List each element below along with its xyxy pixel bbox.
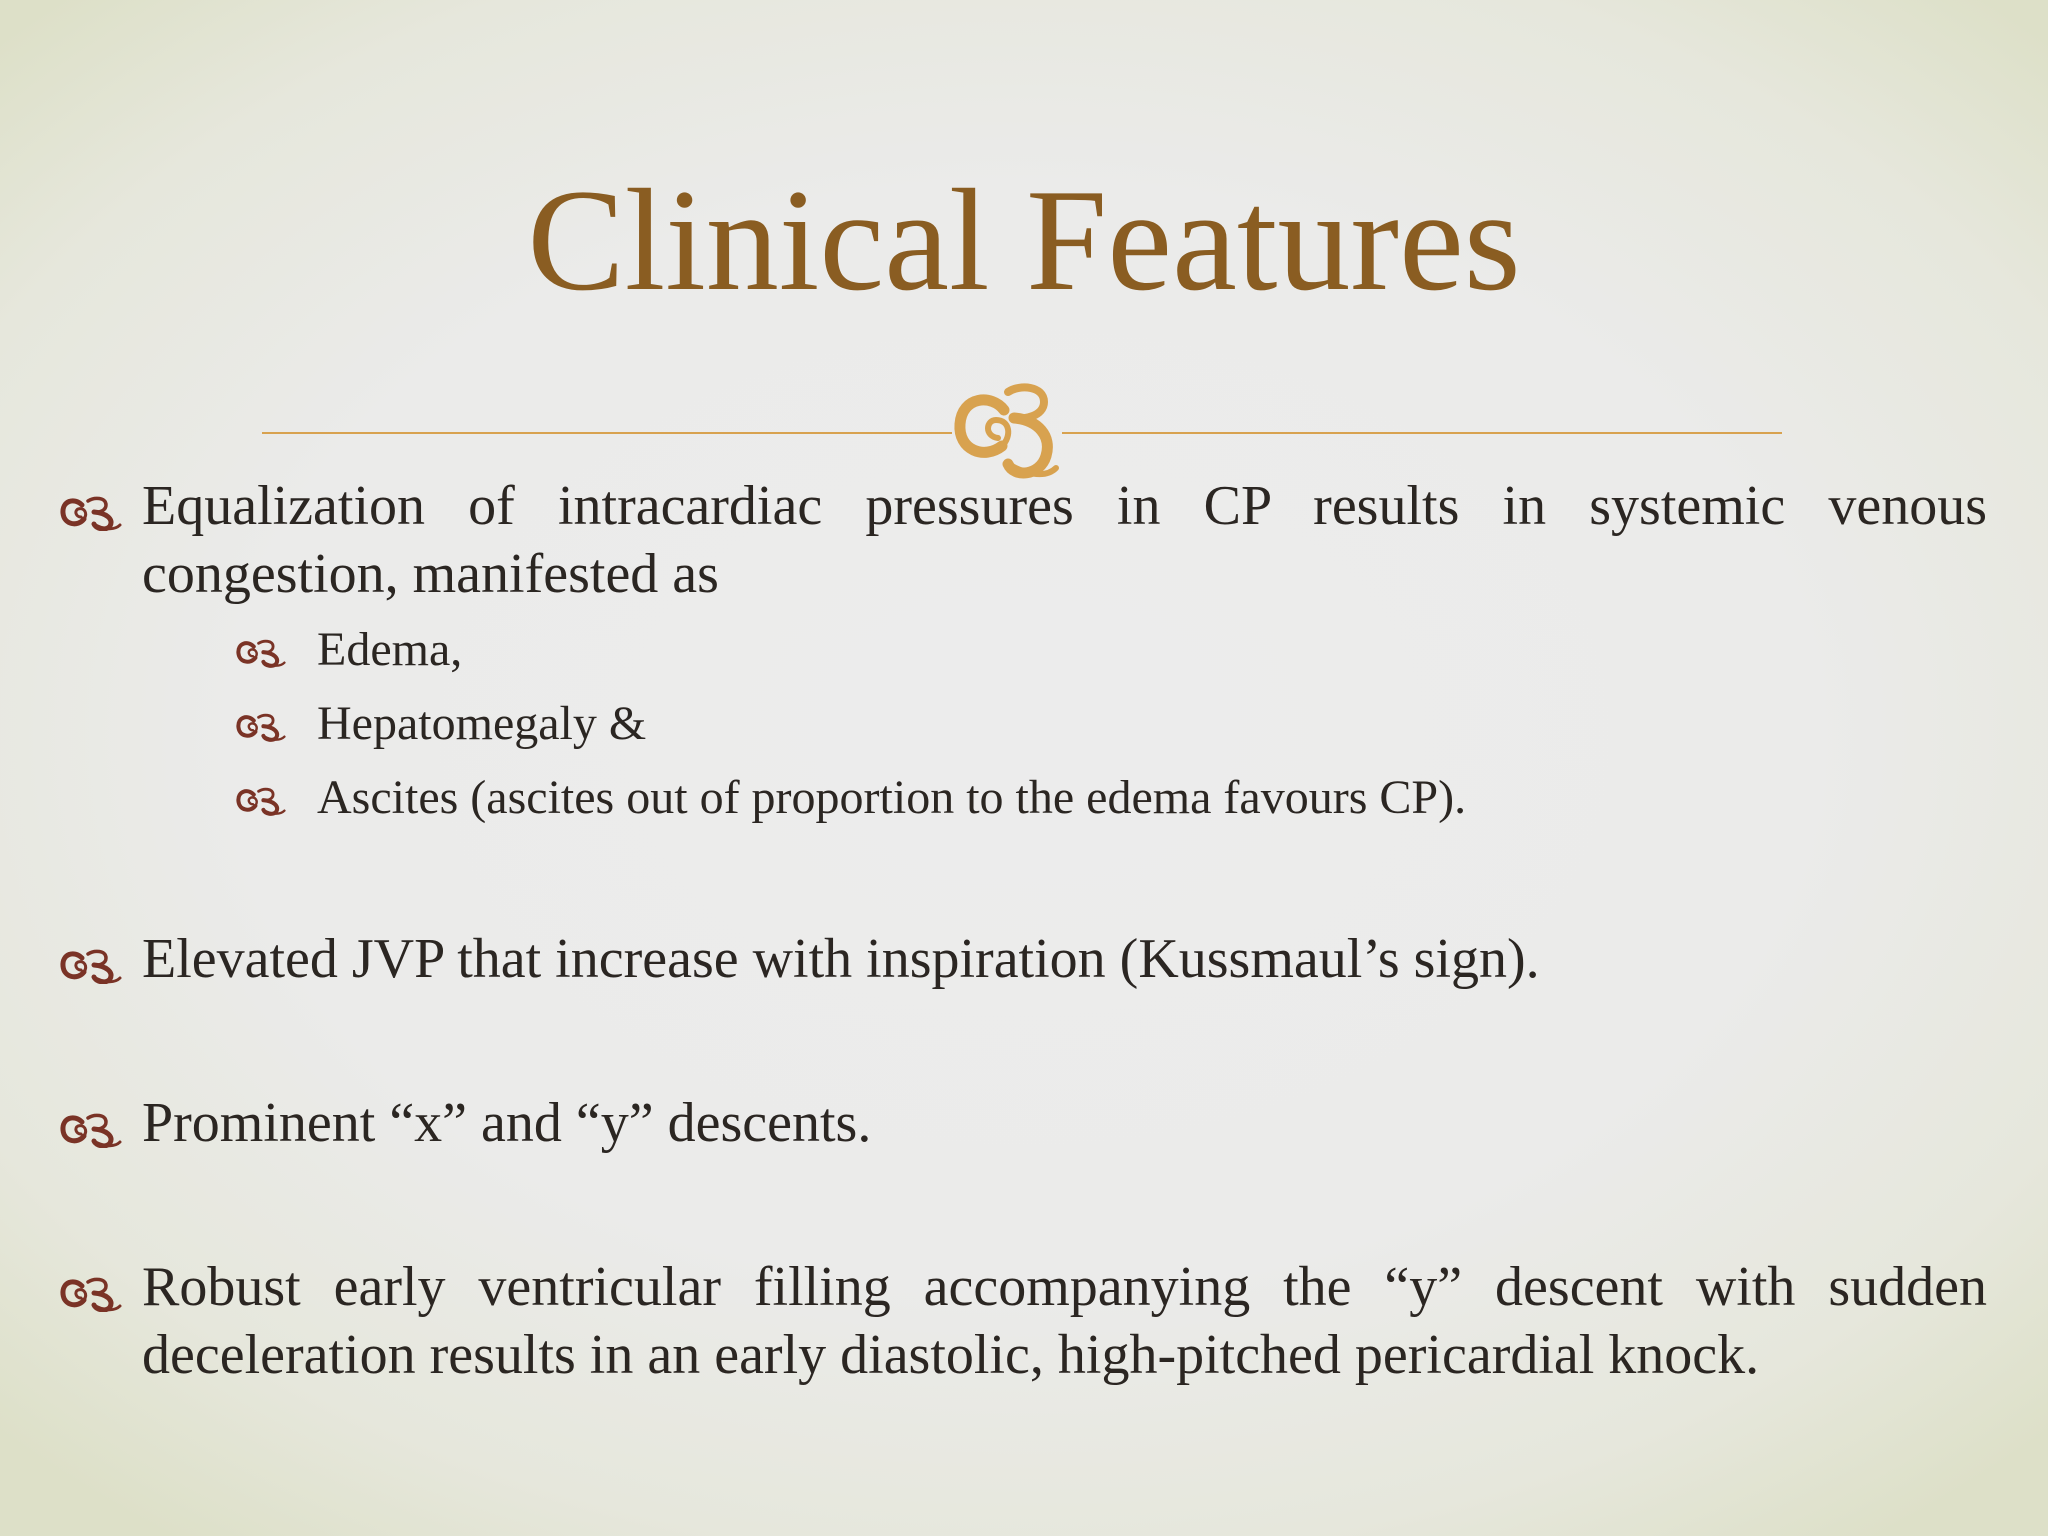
bullet-point-3: Prominent “x” and “y” descents. (142, 1092, 872, 1154)
sub-point-hepatomegaly: Hepatomegaly & (317, 697, 647, 750)
bullet-point-2: Elevated JVP that increase with inspiration (Kussmaul’s sign). (142, 928, 1540, 990)
bullet-point-4: Robust early ventricular filling accompanying the “y” descent with sudden deceleration results in an early diastolic, high-pitched pericardial knock. (142, 1256, 1987, 1386)
sub-point-ascites: Ascites (ascites out of proportion to the edema favours CP). (317, 771, 1467, 824)
sub-point-edema: Edema, (317, 623, 463, 676)
fleuron-bullet-icon (60, 1276, 122, 1312)
divider-line-left (262, 432, 952, 434)
fleuron-bullet-icon (60, 1112, 122, 1148)
fleuron-bullet-icon (236, 638, 286, 668)
slide-title: Clinical Features (527, 159, 1521, 321)
fleuron-bullet-icon (60, 948, 122, 984)
fleuron-bullet-icon (236, 786, 286, 816)
fleuron-bullet-icon (60, 495, 122, 531)
fleuron-bullet-icon (236, 712, 286, 742)
divider-line-right (1062, 432, 1782, 434)
bullet-point-1: Equalization of intracardiac pressures in CP results in systemic venous congestion, manifested as (142, 475, 1987, 605)
